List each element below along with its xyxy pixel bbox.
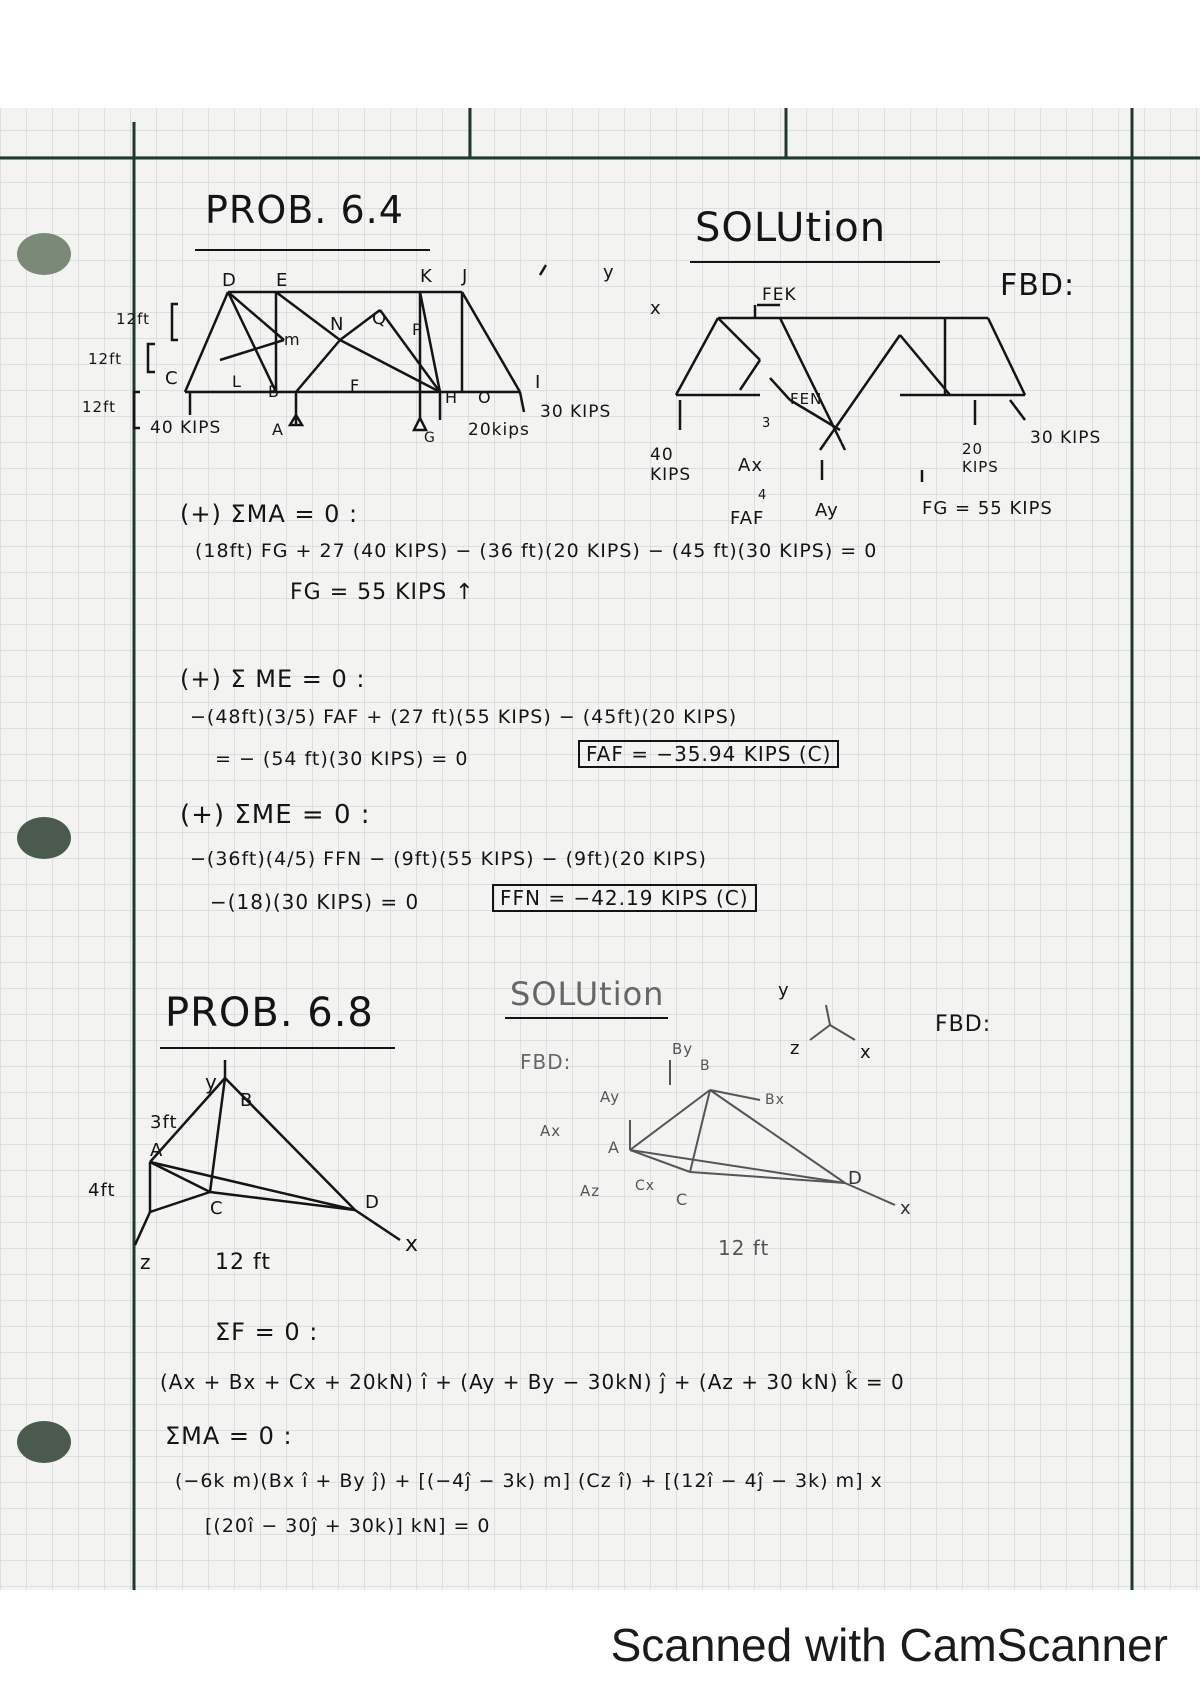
node-label: D — [222, 270, 237, 291]
prob-6-8-title: PROB. 6.8 — [165, 990, 374, 1036]
fbd-label: FEN — [790, 390, 823, 408]
eq3-line2: −(18)(30 KIPS) = 0 — [210, 890, 420, 914]
scanner-watermark: Scanned with CamScanner — [610, 1619, 1168, 1671]
geometry-label: 4ft — [88, 1180, 116, 1201]
node-label: m — [284, 330, 301, 349]
sum-f-equation: (Ax + Bx + Cx + 20kN) î + (Ay + By − 30kN) ĵ + (Az + 30 kN) k̂ = 0 — [160, 1370, 905, 1394]
load-label: 30 KIPS — [540, 402, 612, 422]
load-label: 40 KIPS — [150, 418, 222, 438]
prob-6-4-solution-heading: SOLUtion — [695, 205, 887, 251]
node-label: P — [412, 320, 423, 339]
fbd-6-8-label: Ay — [600, 1088, 621, 1106]
fbd-6-8-label: Bx — [765, 1092, 785, 1108]
fbd-label: Ax — [738, 455, 763, 476]
sum-m-equation-2: [(20î − 30ĵ + 30k)] kN] = 0 — [205, 1515, 491, 1537]
node-label: E — [276, 270, 289, 291]
geometry-label: y — [205, 1070, 218, 1094]
eq2-boxed-answer: FAF = −35.94 KIPS (C) — [578, 740, 839, 768]
geometry-label: z — [140, 1250, 152, 1274]
fbd-6-8-label: C — [676, 1190, 689, 1209]
node-label: C — [165, 368, 179, 389]
axis-label: y — [778, 980, 790, 1001]
eq1-title: (+) ΣMA = 0 : — [180, 500, 359, 528]
node-label: L — [232, 372, 242, 391]
fbd-6-8-label: B — [700, 1058, 711, 1074]
node-label: I — [535, 372, 542, 393]
sum-m-title: ΣMA = 0 : — [165, 1422, 293, 1450]
prob-6-4-fbd-label: FBD: — [1000, 268, 1076, 303]
geometry-label: 3ft — [150, 1112, 178, 1133]
node-label: A — [272, 420, 284, 439]
eq2-title: (+) Σ ME = 0 : — [180, 665, 366, 693]
fbd-label: 20 KIPS — [962, 440, 999, 476]
geometry-label: A — [150, 1140, 164, 1161]
fbd-6-8-label: x — [900, 1198, 912, 1219]
fbd-label: FEK — [762, 285, 797, 305]
node-label: G — [424, 430, 436, 446]
fbd-label: 40 KIPS — [650, 445, 692, 485]
sum-f-title: ΣF = 0 : — [215, 1318, 319, 1346]
scanner-footer — [0, 1590, 1200, 1698]
geometry-label: B — [240, 1090, 254, 1111]
prob-6-8-solution-heading: SOLUtion — [510, 975, 665, 1013]
hole-1 — [17, 233, 71, 275]
fbd-label: FAF — [730, 508, 765, 529]
eq1-line1: (18ft) FG + 27 (40 KIPS) − (36 ft)(20 KIPS) − (45 ft)(30 KIPS) = 0 — [195, 540, 878, 562]
geometry-label: C — [210, 1198, 224, 1219]
axis-label: x — [860, 1042, 872, 1063]
node-label: N — [330, 314, 345, 335]
fbd-label: FG = 55 KIPS — [922, 498, 1053, 519]
sum-m-equation-1: (−6k m)(Bx î + By ĵ) + [(−4ĵ − 3k) m] (Cz î) + [(12î − 4ĵ − 3k) m] x — [175, 1470, 883, 1492]
node-label: O — [478, 388, 492, 407]
eq2-line2: = − (54 ft)(30 KIPS) = 0 — [215, 748, 469, 770]
node-label: J — [462, 266, 469, 287]
fbd-label: x — [650, 298, 662, 319]
prob-6-8-fbd-label-left: FBD: — [520, 1050, 572, 1074]
dimension-label: 12ft — [88, 350, 122, 368]
node-label: K — [420, 266, 433, 287]
fbd-6-8-label: A — [608, 1138, 620, 1157]
fbd-label: 30 KIPS — [1030, 428, 1102, 448]
prob-6-4-title: PROB. 6.4 — [205, 188, 404, 232]
fbd-6-8-label: 12 ft — [718, 1236, 770, 1260]
node-label: Q — [372, 308, 388, 329]
hole-2 — [17, 817, 71, 859]
node-label: B — [268, 382, 280, 401]
fbd-6-8-label: By — [672, 1040, 694, 1058]
eq1-result: FG = 55 KIPS ↑ — [290, 580, 475, 605]
fbd-label: Ay — [815, 500, 839, 521]
eq3-title: (+) ΣME = 0 : — [180, 800, 371, 830]
dimension-label: 12ft — [116, 310, 150, 328]
eq3-line1: −(36ft)(4/5) FFN − (9ft)(55 KIPS) − (9ft)(20 KIPS) — [190, 848, 707, 870]
geometry-label: 12 ft — [215, 1250, 271, 1275]
node-label: H — [445, 388, 459, 407]
eq2-line1: −(48ft)(3/5) FAF + (27 ft)(55 KIPS) − (45ft)(20 KIPS) — [190, 706, 738, 728]
geometry-label: D — [365, 1192, 380, 1213]
fbd-6-8-label: Az — [580, 1182, 601, 1200]
fbd-6-8-label: Cx — [635, 1178, 656, 1194]
dimension-label: 12ft — [82, 398, 116, 416]
node-label: F — [350, 376, 361, 395]
fbd-6-8-label: Ax — [540, 1122, 562, 1140]
fbd-label: 3 — [762, 416, 772, 431]
geometry-label: x — [405, 1232, 420, 1257]
fbd-label: y — [603, 262, 615, 283]
fbd-6-8-label: D — [848, 1168, 863, 1189]
eq3-boxed-answer: FFN = −42.19 KIPS (C) — [492, 884, 757, 912]
load-label: 20kips — [468, 420, 530, 440]
prob-6-8-fbd-label-right: FBD: — [935, 1012, 992, 1037]
hole-3 — [17, 1421, 71, 1463]
axis-label: z — [790, 1038, 801, 1059]
fbd-label: 4 — [758, 488, 768, 503]
